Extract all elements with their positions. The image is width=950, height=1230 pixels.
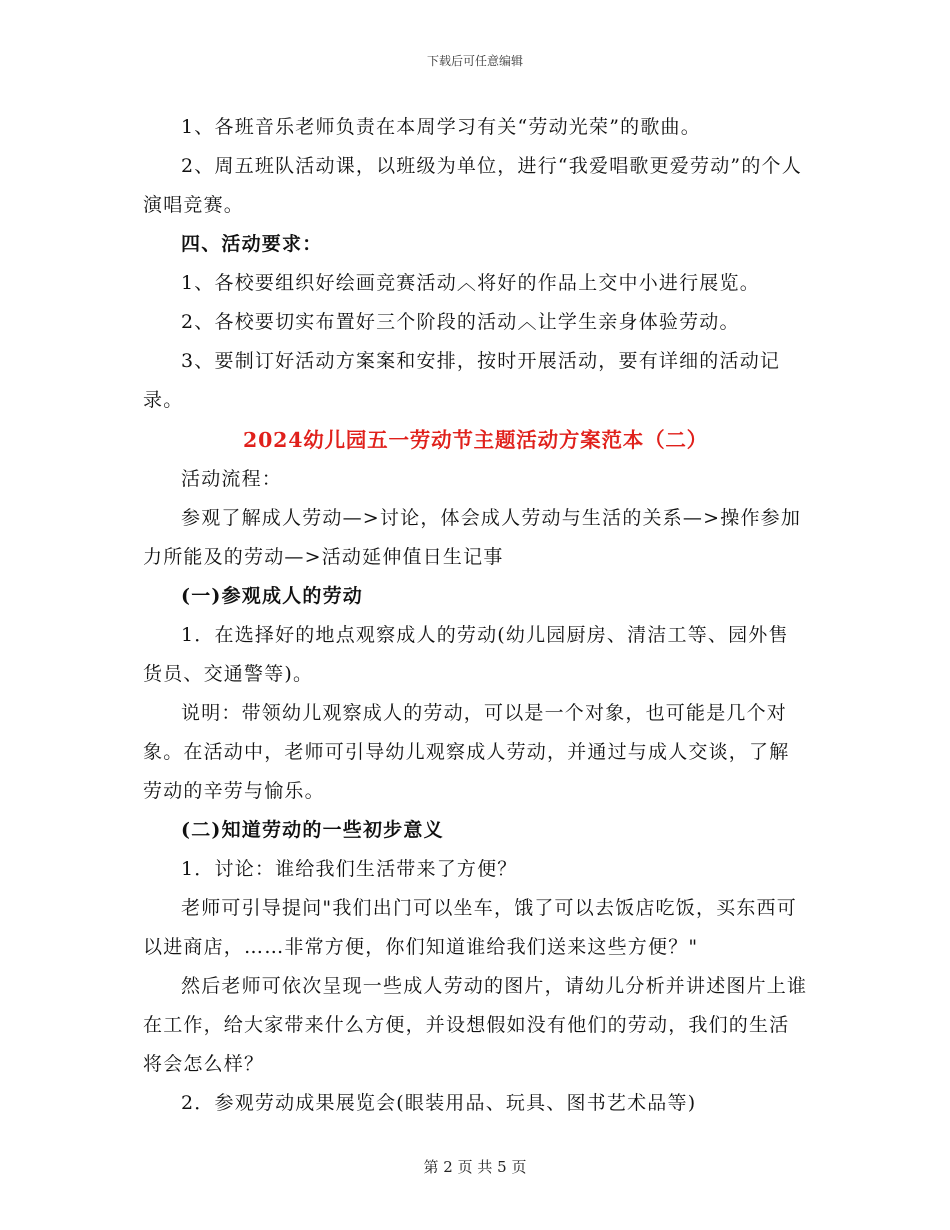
paragraph: 活动流程： — [181, 468, 283, 490]
paragraph: 老师可引导提问"我们出门可以坐车，饿了可以去饭店吃饭，买东西可以进商店，……非常方便，你们知道谁给我们送来这些方便？" — [143, 897, 797, 958]
paragraph: 1．在选择好的地点观察成人的劳动(幼儿园厨房、清洁工等、园外售货员、交通警等)。 — [143, 624, 789, 685]
paragraph: 2．参观劳动成果展览会(眼装用品、玩具、图书艺术品等) — [181, 1092, 697, 1114]
paragraph: 然后老师可依次呈现一些成人劳动的图片，请幼儿分析并讲述图片上谁在工作，给大家带来什么方便，并设想假如没有他们的劳动，我们的生活将会怎么样？ — [143, 975, 808, 1075]
paragraph: 1、各校要组织好绘画竞赛活动︿将好的作品上交中小进行展览。 — [181, 272, 760, 294]
document-title: 2024幼儿园五一劳动节主题活动方案范本（二） — [243, 428, 708, 452]
section-heading: 四、活动要求： — [181, 233, 323, 255]
paragraph: 1．讨论：谁给我们生活带来了方便？ — [181, 858, 518, 880]
paragraph: 3、要制订好活动方案案和安排，按时开展活动，要有详细的活动记录。 — [143, 350, 781, 411]
paragraph: 2、各校要切实布置好三个阶段的活动︿让学生亲身体验劳动。 — [181, 311, 740, 333]
page-header: 下载后可任意编辑 — [426, 54, 523, 68]
paragraph: 说明：带领幼儿观察成人的劳动，可以是一个对象，也可能是几个对象。在活动中，老师可引导幼儿观察成人劳动，并通过与成人交谈，了解劳动的辛劳与愉乐。 — [143, 702, 790, 802]
paragraph: 1、各班音乐老师负责在本周学习有关“劳动光荣”的歌曲。 — [181, 116, 701, 138]
page-footer: 第 2 页 共 5 页 — [423, 1158, 527, 1176]
paragraph: 2、周五班队活动课，以班级为单位，进行“我爱唱歌更爱劳动”的个人演唱竞赛。 — [143, 155, 802, 216]
paragraph: 参观了解成人劳动—>讨论，体会成人劳动与生活的关系—>操作参加力所能及的劳动—>活动延伸值日生记事 — [143, 507, 802, 568]
section-heading: (一)参观成人的劳动 — [181, 585, 363, 607]
document-body — [143, 108, 808, 1123]
section-heading: (二)知道劳动的一些初步意义 — [181, 819, 444, 841]
